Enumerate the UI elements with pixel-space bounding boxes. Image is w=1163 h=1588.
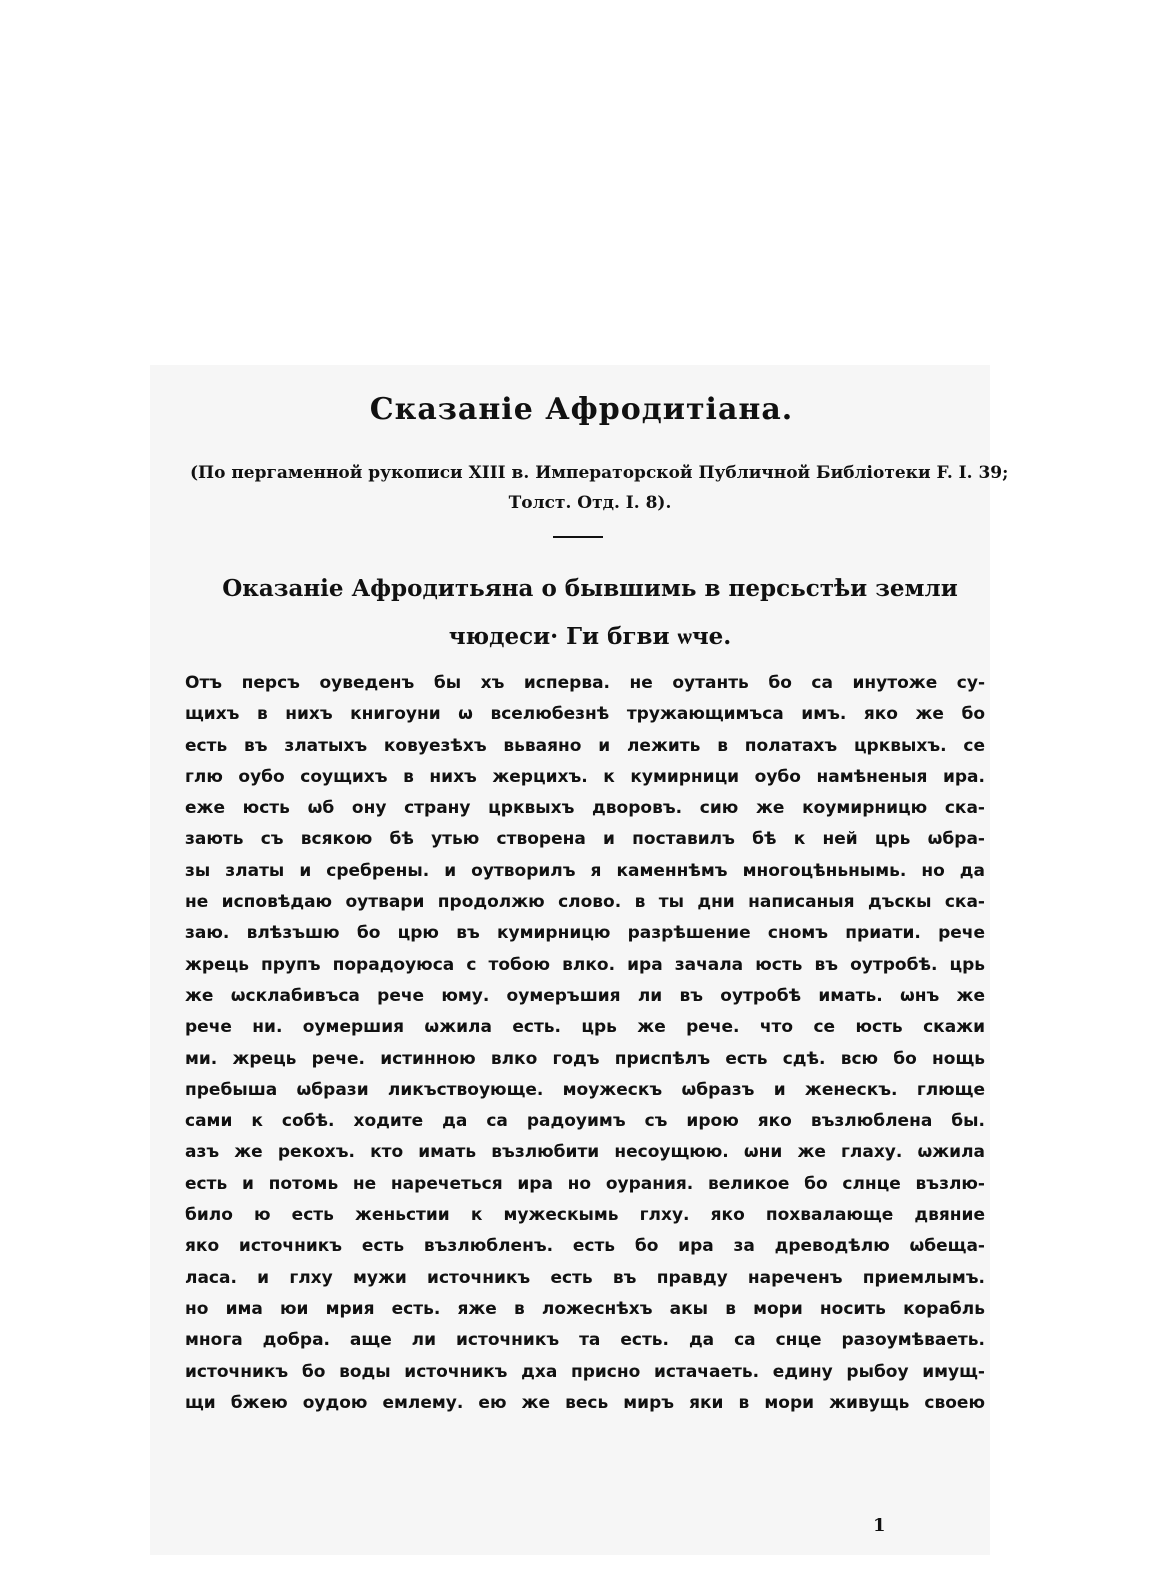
- text-line: еже юсть ѡб ону страну црквыхъ дворовъ. сию же коумирницю ска-: [185, 798, 985, 819]
- text-line: глю оубо соущихъ в нихъ жерцихъ. к кумирници оубо намѣненыя ира.: [185, 766, 985, 787]
- text-line: щи бжею оудою емлему. ею же весь миръ яки в мори живущь своею: [185, 1392, 985, 1413]
- text-line: пребыша ѡбрази ликъствоующе. моужескъ ѡбразъ и женескъ. глюще: [185, 1079, 985, 1100]
- page-title: Сказаніе Афродитіана.: [369, 392, 794, 427]
- text-line: заю. влѣзъшю бо црю въ кумирницю разрѣшение сномъ приати. рече: [185, 923, 985, 944]
- page-number: 1: [873, 1515, 886, 1536]
- text-line: било ю есть женьстии к мужескымь глху. яко похвалающе двяние: [185, 1205, 985, 1226]
- text-line: есть въ златыхъ ковуезѣхъ вьваяно и лежить в полатахъ црквыхъ. се: [185, 735, 985, 756]
- text-line: Отъ персъ оуведенъ бы хъ исперва. не оутанть бо са инутоже су-: [185, 673, 985, 693]
- text-line: многа добра. аще ли источникъ та есть. да са снце разоумѣваеть.: [185, 1330, 985, 1351]
- text-line: рече ни. оумершия ѡжила есть. црь же рече. что се юсть скажи: [185, 1017, 985, 1038]
- section-heading: [190, 565, 990, 661]
- source-note-line: (По пергаменной рукописи XIII в. Императорской Публичной Библіотеки F. I. 39;: [190, 463, 1009, 483]
- text-line: есть и потомь не наречеться ира но оурания. великое бо слнце възлю-: [185, 1173, 985, 1194]
- section-heading-line: Оказаніе Афродитьяна о бывшимь в персьстѣи земли: [222, 575, 958, 602]
- text-line: азъ же рекохъ. кто имать възлюбити несоущюю. ѡни же глаху. ѡжила: [185, 1142, 985, 1163]
- text-line: жрець прупъ порадоуюса с тобою влко. ира зачала юсть въ оутробѣ. црь: [185, 954, 985, 975]
- text-line: ласа. и глху мужи источникъ есть въ правду нареченъ приемлымъ.: [185, 1267, 985, 1288]
- source-note-line: Толст. Отд. I. 8).: [508, 493, 672, 513]
- text-line: зы златы и сребрены. и оутворилъ я каменнѣмъ многоцѣньнымь. но да: [185, 860, 985, 881]
- body-text: [185, 668, 985, 1419]
- source-note: [190, 458, 1009, 518]
- text-line: зають съ всякою бѣ утью створена и поставилъ бѣ к ней црь ѡбра-: [185, 829, 985, 850]
- text-line: сами к собѣ. ходите да са радоуимъ съ ирою яко възлюблена бы.: [185, 1111, 985, 1132]
- text-line: но има юи мрия есть. яже в ложеснѣхъ акы в мори носить корабль: [185, 1298, 985, 1319]
- title-divider: [553, 536, 603, 538]
- section-heading-line: чюдеси· Ги бгви ѡче.: [448, 623, 732, 650]
- text-line: яко источникъ есть възлюбленъ. есть бо ира за древодѣлю ѡбеща-: [185, 1236, 985, 1257]
- text-line: щихъ в нихъ книгоуни ѡ вселюбезнѣ тружающимъса имъ. яко же бо: [185, 704, 985, 725]
- text-line: ми. жрець рече. истинною влко годъ приспѣлъ есть сдѣ. всю бо нощь: [185, 1048, 985, 1069]
- text-line: не исповѣдаю оутвари продолжю слово. в ты дни написаныя дъскы ска-: [185, 892, 985, 913]
- text-line: же ѡсклабивъса рече юму. оумеръшия ли въ оутробѣ имать. ѡнъ же: [185, 985, 985, 1006]
- text-line: источникъ бо воды источникъ дха присно истачаеть. едину рыбоу имущ-: [185, 1361, 985, 1382]
